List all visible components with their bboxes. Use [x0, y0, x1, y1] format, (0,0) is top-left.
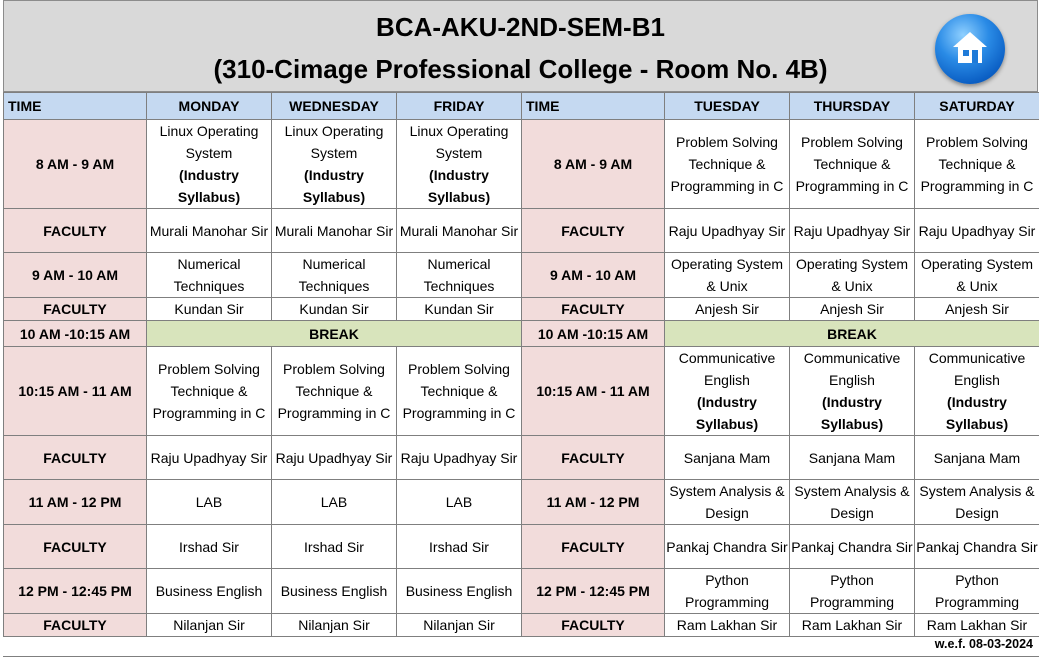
subject-text: Problem Solving Technique & Programming in C [152, 361, 266, 421]
class-cell [272, 614, 397, 637]
time-slot-label: FACULTY [561, 617, 625, 633]
time-slot-cell [522, 525, 665, 569]
time-slot-cell [4, 209, 147, 253]
subject-text: Sanjana Mam [808, 449, 896, 466]
subject-text: Linux Operating System [409, 123, 509, 161]
effective-date: w.e.f. 08-03-2024 [934, 637, 1033, 651]
class-cell [915, 347, 1039, 436]
class-cell [665, 525, 790, 569]
class-cell [147, 347, 272, 436]
subject-text: Numerical Techniques [298, 256, 370, 294]
header-time-2: TIME [522, 93, 665, 120]
class-cell [665, 298, 790, 321]
time-slot-label: FACULTY [43, 617, 107, 633]
time-slot-cell [4, 347, 147, 436]
time-slot-cell [4, 480, 147, 525]
title-line-2: (310-Cimage Professional College - Room No. 4B) [213, 54, 828, 84]
class-cell [915, 525, 1039, 569]
class-cell [147, 253, 272, 298]
subject-text: Problem Solving Technique & Programming in C [277, 361, 391, 421]
class-cell [790, 614, 915, 637]
class-cell [665, 253, 790, 298]
subject-text: Raju Upadhyay Sir [275, 449, 393, 466]
table-row [4, 209, 1039, 253]
class-cell [790, 209, 915, 253]
time-slot-label: 10:15 AM - 11 AM [536, 383, 650, 399]
time-slot-cell [522, 120, 665, 209]
industry-syllabus-note: (Industry Syllabus) [695, 394, 759, 432]
table-row [4, 253, 1039, 298]
subject-text: Murali Manohar Sir [149, 222, 269, 239]
subject-text: Ram Lakhan Sir [926, 617, 1028, 633]
table-row [4, 436, 1039, 480]
header-monday: MONDAY [147, 93, 272, 120]
class-cell [915, 209, 1039, 253]
class-cell [665, 480, 790, 525]
subject-text: Ram Lakhan Sir [801, 617, 903, 633]
time-slot-cell [4, 321, 147, 347]
class-cell [397, 120, 522, 209]
subject-text: Operating System & Unix [795, 256, 909, 294]
subject-text: Kundan Sir [424, 301, 494, 317]
class-cell [790, 347, 915, 436]
subject-text: Communicative English [678, 350, 776, 388]
time-slot-cell [4, 253, 147, 298]
class-cell [915, 614, 1039, 637]
class-cell [272, 120, 397, 209]
class-cell [272, 480, 397, 525]
time-slot-cell [522, 209, 665, 253]
subject-text: Irshad Sir [179, 538, 239, 555]
class-cell [915, 253, 1039, 298]
class-cell [272, 253, 397, 298]
subject-text: Raju Upadhyay Sir [668, 222, 786, 239]
subject-text: Linux Operating System [284, 123, 384, 161]
time-slot-cell [4, 298, 147, 321]
subject-text: Pankaj Chandra Sir [666, 538, 788, 555]
class-cell [915, 436, 1039, 480]
time-slot-label: 8 AM - 9 AM [35, 156, 115, 172]
time-slot-label: FACULTY [561, 301, 625, 317]
table-row [4, 525, 1039, 569]
home-glyph [950, 28, 990, 68]
class-cell [272, 298, 397, 321]
subject-text: System Analysis & Design [919, 483, 1035, 521]
break-cell: BREAK [665, 321, 1039, 347]
table-row [4, 569, 1039, 614]
table-row [4, 347, 1039, 436]
table-row [4, 480, 1039, 525]
class-cell [272, 436, 397, 480]
class-cell [272, 525, 397, 569]
subject-text: Pankaj Chandra Sir [791, 538, 913, 555]
time-slot-cell [4, 120, 147, 209]
industry-syllabus-note: (Industry Syllabus) [302, 167, 366, 205]
class-cell [397, 253, 522, 298]
break-cell: BREAK [147, 321, 522, 347]
class-cell [272, 209, 397, 253]
subject-text: Python Programming [934, 572, 1020, 610]
subject-text: Problem Solving Technique & Programming in C [795, 134, 909, 194]
time-slot-cell [522, 253, 665, 298]
class-cell [147, 525, 272, 569]
class-cell [790, 436, 915, 480]
subject-text: System Analysis & Design [669, 483, 785, 521]
header-saturday: SATURDAY [915, 93, 1039, 120]
subject-text: Nilanjan Sir [423, 617, 495, 633]
time-slot-label: 10 AM -10:15 AM [537, 325, 649, 342]
subject-text: Operating System & Unix [920, 256, 1034, 294]
subject-text: LAB [445, 494, 473, 510]
subject-text: LAB [195, 494, 223, 510]
time-slot-label: FACULTY [561, 222, 625, 239]
class-cell [147, 120, 272, 209]
time-slot-label: 12 PM - 12:45 PM [536, 583, 650, 599]
subject-text: Business English [405, 583, 513, 599]
subject-text: Python Programming [809, 572, 895, 610]
class-cell [397, 525, 522, 569]
time-slot-cell [522, 321, 665, 347]
class-cell [665, 436, 790, 480]
subject-text: Sanjana Mam [933, 449, 1021, 466]
class-cell [790, 525, 915, 569]
header-row [4, 93, 1039, 120]
subject-text: Numerical Techniques [423, 256, 495, 294]
class-cell [147, 298, 272, 321]
subject-text: Numerical Techniques [173, 256, 245, 294]
header-tuesday: TUESDAY [665, 93, 790, 120]
class-cell [665, 614, 790, 637]
industry-syllabus-note: (Industry Syllabus) [945, 394, 1009, 432]
time-slot-cell [522, 347, 665, 436]
time-slot-label: 12 PM - 12:45 PM [18, 583, 132, 599]
class-cell [272, 569, 397, 614]
header-friday: FRIDAY [397, 93, 522, 120]
class-cell [397, 569, 522, 614]
class-cell [272, 347, 397, 436]
time-slot-label: 11 AM - 12 PM [546, 494, 640, 510]
industry-syllabus-note: (Industry Syllabus) [427, 167, 491, 205]
subject-text: Anjesh Sir [945, 301, 1009, 317]
table-row [4, 614, 1039, 637]
subject-text: Problem Solving Technique & Programming in C [402, 361, 516, 421]
class-cell [147, 569, 272, 614]
class-cell [915, 298, 1039, 321]
class-cell [397, 436, 522, 480]
class-cell [665, 209, 790, 253]
subject-text: Problem Solving Technique & Programming in C [670, 134, 784, 194]
subject-text: Ram Lakhan Sir [676, 617, 778, 633]
subject-text: Irshad Sir [429, 538, 489, 555]
subject-text: Anjesh Sir [695, 301, 759, 317]
subject-text: Murali Manohar Sir [274, 222, 394, 239]
subject-text: Linux Operating System [159, 123, 259, 161]
time-slot-cell [522, 614, 665, 637]
time-slot-cell [522, 480, 665, 525]
title-line-1: BCA-AKU-2ND-SEM-B1 [376, 12, 665, 42]
subject-text: Raju Upadhyay Sir [918, 222, 1036, 239]
class-cell [915, 480, 1039, 525]
subject-text: LAB [320, 494, 348, 510]
subject-text: Kundan Sir [299, 301, 369, 317]
time-slot-label: FACULTY [561, 449, 625, 466]
time-slot-label: FACULTY [43, 301, 107, 317]
time-slot-label: 11 AM - 12 PM [28, 494, 122, 510]
class-cell [790, 253, 915, 298]
subject-text: Communicative English [928, 350, 1026, 388]
time-slot-label: 9 AM - 10 AM [31, 267, 119, 283]
class-cell [397, 209, 522, 253]
subject-text: Problem Solving Technique & Programming in C [920, 134, 1034, 194]
class-cell [147, 436, 272, 480]
class-cell [147, 614, 272, 637]
class-cell [397, 347, 522, 436]
time-slot-label: FACULTY [561, 538, 625, 555]
timetable [3, 92, 1039, 637]
time-slot-label: 10 AM -10:15 AM [19, 325, 131, 342]
time-slot-cell [4, 525, 147, 569]
class-cell [790, 569, 915, 614]
table-row [4, 120, 1039, 209]
class-cell [915, 120, 1039, 209]
class-cell [665, 120, 790, 209]
class-cell [147, 209, 272, 253]
time-slot-label: FACULTY [43, 538, 107, 555]
subject-text: Operating System & Unix [670, 256, 784, 294]
subject-text: Kundan Sir [174, 301, 244, 317]
subject-text: Raju Upadhyay Sir [150, 449, 268, 466]
subject-text: Raju Upadhyay Sir [793, 222, 911, 239]
home-icon[interactable] [935, 14, 1005, 84]
time-slot-label: 9 AM - 10 AM [549, 267, 637, 283]
time-slot-cell [522, 569, 665, 614]
class-cell [147, 480, 272, 525]
header-wednesday: WEDNESDAY [272, 93, 397, 120]
header-time: TIME [4, 93, 147, 120]
subject-text: Business English [280, 583, 388, 599]
time-slot-cell [4, 569, 147, 614]
subject-text: System Analysis & Design [794, 483, 910, 521]
industry-syllabus-note: (Industry Syllabus) [177, 167, 241, 205]
class-cell [397, 614, 522, 637]
subject-text: Nilanjan Sir [298, 617, 370, 633]
time-slot-cell [522, 298, 665, 321]
subject-text: Business English [155, 583, 263, 599]
header-thursday: THURSDAY [790, 93, 915, 120]
time-slot-cell [4, 436, 147, 480]
subject-text: Nilanjan Sir [173, 617, 245, 633]
industry-syllabus-note: (Industry Syllabus) [820, 394, 884, 432]
time-slot-cell [522, 436, 665, 480]
subject-text: Raju Upadhyay Sir [400, 449, 518, 466]
subject-text: Communicative English [803, 350, 901, 388]
title-banner [3, 0, 1038, 92]
subject-text: Sanjana Mam [683, 449, 771, 466]
subject-text: Python Programming [684, 572, 770, 610]
time-slot-label: 8 AM - 9 AM [553, 156, 633, 172]
subject-text: Pankaj Chandra Sir [916, 538, 1038, 555]
time-slot-label: 10:15 AM - 11 AM [18, 383, 132, 399]
table-row [4, 298, 1039, 321]
class-cell [397, 480, 522, 525]
table-row [4, 321, 1039, 347]
bottom-rule [3, 656, 1039, 657]
class-cell [915, 569, 1039, 614]
class-cell [397, 298, 522, 321]
subject-text: Irshad Sir [304, 538, 364, 555]
class-cell [790, 480, 915, 525]
time-slot-label: FACULTY [43, 222, 107, 239]
class-cell [665, 347, 790, 436]
time-slot-cell [4, 614, 147, 637]
subject-text: Anjesh Sir [820, 301, 884, 317]
time-slot-label: FACULTY [43, 449, 107, 466]
class-cell [790, 120, 915, 209]
class-cell [665, 569, 790, 614]
subject-text: Murali Manohar Sir [399, 222, 519, 239]
class-cell [790, 298, 915, 321]
